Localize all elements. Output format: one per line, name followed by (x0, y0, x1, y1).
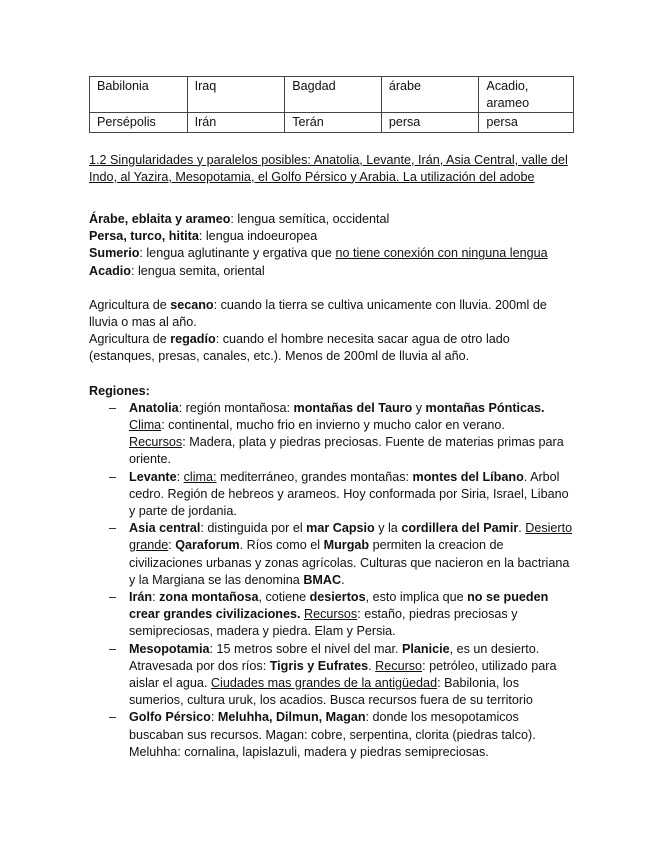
text: . (518, 521, 526, 536)
dash-bullet: – (109, 400, 117, 415)
description: : cuando el hombre necesita sacar agua de otro lado (estanques, presas, canales, etc.). Menos de 200ml de lluvia al año. (89, 332, 510, 364)
text: y la (374, 521, 402, 536)
cities-table (89, 76, 574, 133)
text: . (368, 658, 376, 673)
table-cell: Irán (187, 113, 285, 133)
text: permiten la creacion de civilizaciones urbanas y zonas agrícolas. Culturas que nacieron en la bactriana y la Margiana se las denomina (129, 538, 570, 587)
bold-text: Tigris y Eufrates (269, 658, 369, 673)
table-cell: árabe (381, 77, 479, 113)
description: : lengua semita, oriental (131, 263, 265, 278)
list-item-mesopotamia (89, 641, 575, 710)
bold-text: montañas del Tauro (293, 400, 413, 415)
list-item-iran (89, 589, 575, 641)
table-row (90, 77, 574, 113)
table-cell: Acadio, arameo (479, 77, 574, 113)
regions-list (89, 400, 575, 761)
bold-text: desiertos (309, 589, 366, 604)
table-cell: Babilonia (90, 77, 188, 113)
text: , cotiene (258, 589, 310, 604)
description: : lengua aglutinante y ergativa que (139, 246, 336, 261)
text: : Babilonia, los sumerios, cultura uruk, los acadios. Busca recursos fuera de su territorio (129, 675, 533, 708)
description: : cuando la tierra se cultiva unicamente con lluvia. 200ml de lluvia o mas al año. (89, 297, 547, 329)
text: y (412, 400, 426, 415)
bold-text: Meluhha, Dilmun, Magan (217, 710, 366, 725)
table-cell: Bagdad (285, 77, 382, 113)
bold-text: no se pueden crear grandes civilizaciones. (129, 589, 549, 622)
list-item-golfo-persico (89, 709, 575, 761)
underlined-text: Desierto grande (129, 521, 573, 553)
text: : (168, 538, 176, 553)
region-name: Anatolia (129, 400, 179, 415)
text: : (152, 589, 160, 604)
table-cell: Terán (285, 113, 382, 133)
underlined-text: Clima (129, 417, 162, 432)
secano-paragraph (89, 297, 575, 331)
text: : (210, 710, 218, 725)
text: : 15 metros sobre el nivel del mar. (209, 641, 402, 656)
text: Agricultura de (89, 297, 171, 312)
bold-text: montes del Líbano (412, 469, 524, 484)
dash-bullet: – (109, 710, 117, 725)
dash-bullet: – (109, 641, 117, 656)
table-cell: Persépolis (90, 113, 188, 133)
agriculture-block (89, 297, 575, 366)
bold-text: zona montañosa (159, 589, 259, 604)
table-cell: persa (381, 113, 479, 133)
text: : petróleo, utilizado para aislar el agua. (129, 658, 557, 690)
list-item-anatolia (89, 400, 575, 469)
regiones-heading: Regiones: (89, 383, 150, 398)
table-row (90, 113, 574, 133)
dash-bullet: – (109, 589, 117, 604)
text: . (341, 572, 345, 587)
text: , es un desierto. Atravesada por dos ríos: (129, 641, 540, 673)
table-cell: persa (479, 113, 574, 133)
bold-text: Murgab (323, 538, 370, 553)
bold-text: Qaraforum (175, 538, 240, 553)
text: : (176, 469, 184, 484)
underlined-text: Ciudades mas grandes de la antigüedad (210, 675, 438, 690)
region-name: Mesopotamia (129, 641, 210, 656)
description: : lengua indoeuropea (198, 229, 318, 244)
document-page (89, 76, 575, 761)
regadio-paragraph (89, 331, 575, 365)
term: Acadio (89, 263, 131, 278)
text: : región montañosa: (178, 400, 294, 415)
text: . Arbol cedro. Región de hebreos y arameos. Hoy conformada por Siria, Israel, Libano y parte de jordania. (129, 469, 569, 518)
text: : distinguida por el (200, 521, 307, 536)
term: Sumerio (89, 246, 140, 261)
bold-text: mar Capsio (306, 521, 375, 536)
bold-text: Planicie (401, 641, 450, 656)
bold-text: cordillera del Pamir (401, 521, 519, 536)
underlined-text: clima: (183, 469, 217, 484)
text: : donde los mesopotamicos buscaban sus recursos. Magan: cobre, serpentina, clorita (piedras talco). Meluhha: cornalina, lapislazuli, madera y piedras semipreciosas. (129, 710, 536, 759)
term: Árabe, eblaita y arameo (89, 211, 231, 226)
text: : estaño, piedras preciosas y semipreciosas, madera y piedra. Elam y Persia. (129, 607, 518, 639)
table-cell: Iraq (187, 77, 285, 113)
language-line (89, 245, 575, 262)
term: regadío (170, 332, 216, 347)
term: Persa, turco, hitita (89, 229, 199, 244)
dash-bullet: – (109, 521, 117, 536)
region-name: Levante (129, 469, 177, 484)
text: : Madera, plata y piedras preciosas. Fuente de materias primas para oriente. (129, 435, 564, 467)
language-line (89, 263, 575, 280)
term: secano (170, 297, 214, 312)
section-heading: 1.2 Singularidades y paralelos posibles: Anatolia, Levante, Irán, Asia Central, valle del Indo, al Yazira, Mesopotamia, el Golfo Pérsico y Arabia. La utilización del adobe (89, 152, 568, 184)
text: . Ríos como el (239, 538, 324, 553)
region-name: Golfo Pérsico (129, 710, 211, 725)
region-name: Asia central (129, 521, 201, 536)
text: mediterráneo, grandes montañas: (216, 469, 413, 484)
language-line (89, 211, 575, 228)
bold-text: montañas Pónticas. (425, 400, 545, 415)
underlined-text: Recurso (375, 658, 423, 673)
underlined-text: no tiene conexión con ninguna lengua (335, 246, 548, 261)
underlined-text: Recursos (304, 607, 358, 622)
text: Agricultura de (89, 332, 171, 347)
region-name: Irán (129, 589, 153, 604)
description: : lengua semítica, occidental (230, 211, 390, 226)
bold-text: BMAC (303, 572, 342, 587)
list-item-asia-central (89, 520, 575, 589)
list-item-levante (89, 469, 575, 521)
text: , esto implica que (365, 589, 468, 604)
underlined-text: Recursos (129, 435, 183, 450)
language-line (89, 228, 575, 245)
text: : continental, mucho frio en invierno y mucho calor en verano. (161, 417, 505, 432)
languages-block (89, 211, 575, 280)
dash-bullet: – (109, 469, 117, 484)
